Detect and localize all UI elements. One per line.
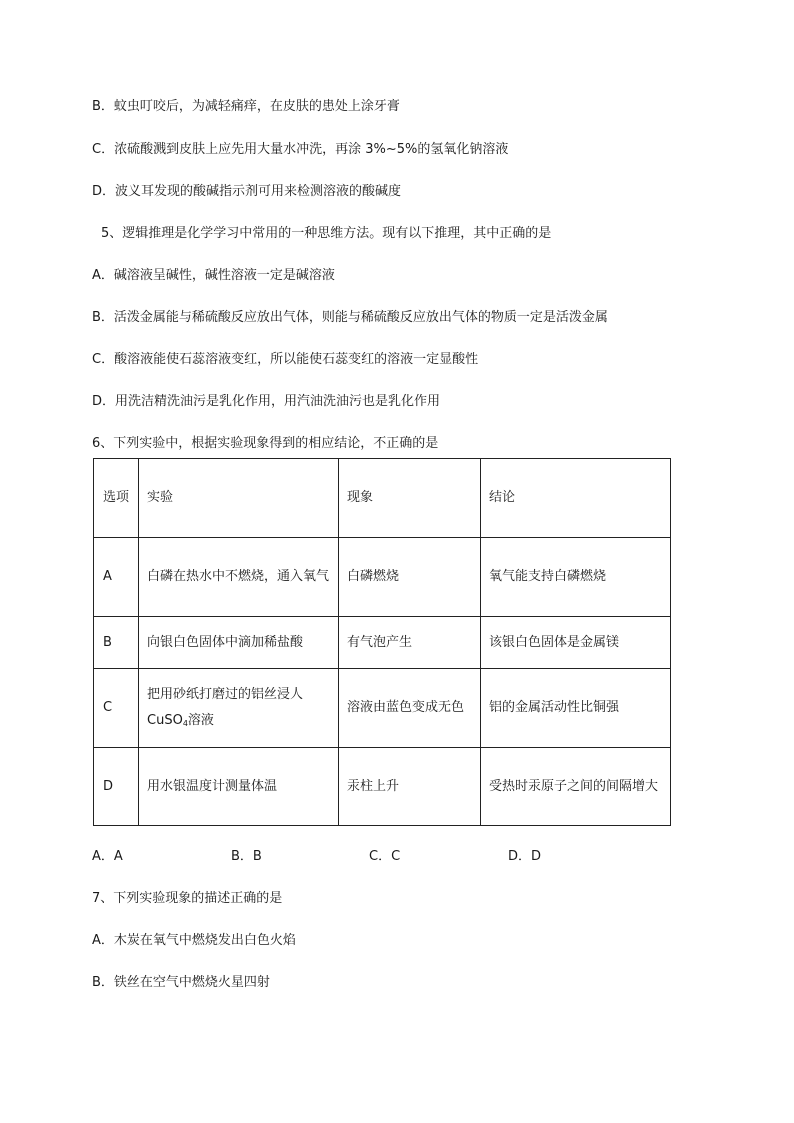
row-option: D bbox=[94, 748, 139, 826]
q5-option-c: C．酸溶液能使石蕊溶液变红，所以能使石蕊变红的溶液一定显酸性 bbox=[92, 352, 479, 367]
row-phenomenon: 白磷燃烧 bbox=[339, 538, 481, 617]
header-phenomenon: 现象 bbox=[339, 459, 481, 538]
experiment-text: 把用砂纸打磨过的铝丝浸人 bbox=[147, 687, 304, 702]
row-experiment: 白磷在热水中不燃烧，通入氧气 bbox=[139, 538, 339, 617]
row-experiment: 向银白色固体中滴加稀盐酸 bbox=[139, 617, 339, 669]
row-phenomenon: 汞柱上升 bbox=[339, 748, 481, 826]
q6-choice-a: A．A bbox=[92, 849, 123, 864]
row-conclusion: 铝的金属活动性比铜强 bbox=[481, 669, 671, 748]
table-row bbox=[94, 538, 671, 617]
q6-choice-d: D．D bbox=[508, 849, 542, 864]
q4-option-c: C．浓硫酸溅到皮肤上应先用大量水冲洗，再涂 3%~5%的氢氧化钠溶液 bbox=[92, 142, 509, 157]
q6-choice-b: B．B bbox=[231, 849, 262, 864]
row-option: A bbox=[94, 538, 139, 617]
q5-option-a: A．碱溶液呈碱性，碱性溶液一定是碱溶液 bbox=[92, 268, 335, 283]
row-option: B bbox=[94, 617, 139, 669]
row-phenomenon: 有气泡产生 bbox=[339, 617, 481, 669]
q5-option-d: D．用洗洁精洗油污是乳化作用，用汽油洗油污也是乳化作用 bbox=[92, 394, 441, 409]
row-experiment: 用水银温度计测量体温 bbox=[139, 748, 339, 826]
row-experiment bbox=[139, 669, 339, 748]
header-experiment: 实验 bbox=[139, 459, 339, 538]
q6-choice-c: C．C bbox=[369, 849, 401, 864]
experiment-text-tail: 溶液 bbox=[187, 713, 214, 728]
table-row bbox=[94, 617, 671, 669]
row-conclusion: 受热时汞原子之间的间隔增大 bbox=[481, 748, 671, 826]
row-conclusion: 氧气能支持白磷燃烧 bbox=[481, 538, 671, 617]
q4-option-b: B．蚊虫叮咬后，为减轻痛痒，在皮肤的患处上涂牙膏 bbox=[92, 99, 400, 114]
header-option: 选项 bbox=[94, 459, 139, 538]
q5-stem: 5、逻辑推理是化学学习中常用的一种思维方法。现有以下推理，其中正确的是 bbox=[101, 226, 552, 241]
table-row bbox=[94, 748, 671, 826]
row-conclusion: 该银白色固体是金属镁 bbox=[481, 617, 671, 669]
q6-choices bbox=[92, 849, 692, 865]
row-phenomenon: 溶液由蓝色变成无色 bbox=[339, 669, 481, 748]
header-conclusion: 结论 bbox=[481, 459, 671, 538]
q6-table bbox=[93, 458, 671, 826]
formula-cuso4: CuSO$_4$ bbox=[147, 713, 188, 728]
q7-option-b: B．铁丝在空气中燃烧火星四射 bbox=[92, 975, 270, 990]
table-row bbox=[94, 669, 671, 748]
q6-stem: 6、下列实验中，根据实验现象得到的相应结论，不正确的是 bbox=[92, 436, 439, 451]
q5-option-b: B．活泼金属能与稀硫酸反应放出气体，则能与稀硫酸反应放出气体的物质一定是活泼金属 bbox=[92, 310, 608, 325]
row-option: C bbox=[94, 669, 139, 748]
table-header-row bbox=[94, 459, 671, 538]
q7-option-a: A．木炭在氧气中燃烧发出白色火焰 bbox=[92, 933, 296, 948]
q7-stem: 7、下列实验现象的描述正确的是 bbox=[92, 891, 283, 906]
q4-option-d: D．波义耳发现的酸碱指示剂可用来检测溶液的酸碱度 bbox=[92, 184, 402, 199]
